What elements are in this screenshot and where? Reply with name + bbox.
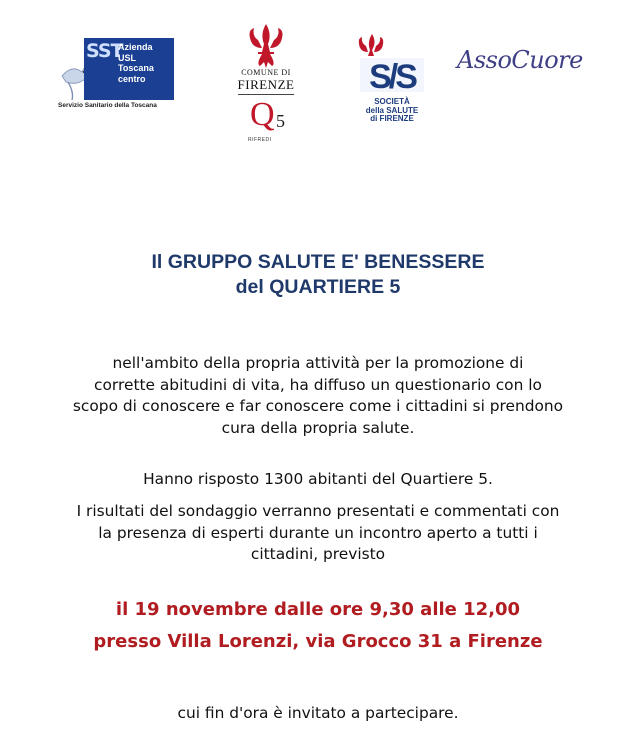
fleur-de-lis-icon (244, 22, 288, 68)
assocuore-wordmark: AssoCuore (457, 46, 583, 74)
firenze-divider (238, 94, 294, 95)
sst-badge (84, 38, 174, 100)
sds-line: della SALUTE (365, 105, 419, 115)
firenze-city-label: FIRENZE (237, 77, 295, 92)
sds-mark-icon (352, 30, 432, 96)
event-date-time: il 19 novembre dalle ore 9,30 alle 12,00 (115, 599, 521, 620)
societa-della-salute-logo (352, 30, 432, 130)
title-line-1: Il GRUPPO SALUTE E' BENESSERE (151, 251, 485, 273)
comune-firenze-logo (220, 22, 312, 152)
quartiere-number: 5 (276, 111, 285, 131)
quartiere-name: RIFREDI (248, 137, 272, 143)
intro-line: cura della propria salute. (221, 418, 415, 437)
sst-line: USL (118, 52, 136, 63)
respondents-text (0, 469, 636, 491)
invitation-text (0, 703, 636, 725)
sst-logo (58, 38, 176, 118)
sds-caption (352, 98, 432, 124)
quartiere-q-letter: Q (250, 96, 275, 133)
sst-line: Azienda (118, 42, 153, 52)
sst-line: centro (118, 73, 146, 84)
sst-acronym: SST (86, 40, 123, 62)
sds-mark-text: S/S (369, 58, 415, 96)
title-line-2: del QUARTIERE 5 (235, 276, 401, 298)
invitation-line: cui fin d'ora è invitato a partecipare. (177, 704, 459, 722)
sst-lines (118, 42, 174, 84)
sst-caption: Servizio Sanitario della Toscana (58, 102, 157, 109)
event-details (0, 594, 636, 658)
results-paragraph (0, 501, 636, 566)
intro-line: nell'ambito della propria attività per la promozione di (112, 354, 524, 372)
results-line: la presenza di esperti durante un incontro aperto a tutti i (98, 523, 538, 542)
sds-line: SOCIETÀ (374, 97, 410, 106)
intro-paragraph (0, 353, 636, 439)
intro-line: scopo di conoscere e far conoscere come i cittadini si prendono (72, 397, 564, 415)
sds-line: di FIRENZE (370, 114, 414, 123)
page-title (0, 250, 636, 300)
sst-line: Toscana (118, 63, 154, 73)
intro-line: corrette abitudini di vita, ha diffuso un questionario con lo (94, 375, 542, 394)
results-line: cittadini, previsto (250, 545, 386, 563)
event-location: presso Villa Lorenzi, via Grocco 31 a Firenze (93, 631, 543, 652)
firenze-comune-label: COMUNE DI (241, 68, 291, 77)
results-line: I risultati del sondaggio verranno presentati e commentati con (76, 502, 560, 520)
assocuore-logo (457, 46, 607, 82)
respondents-line: Hanno risposto 1300 abitanti del Quartiere 5. (143, 470, 493, 488)
